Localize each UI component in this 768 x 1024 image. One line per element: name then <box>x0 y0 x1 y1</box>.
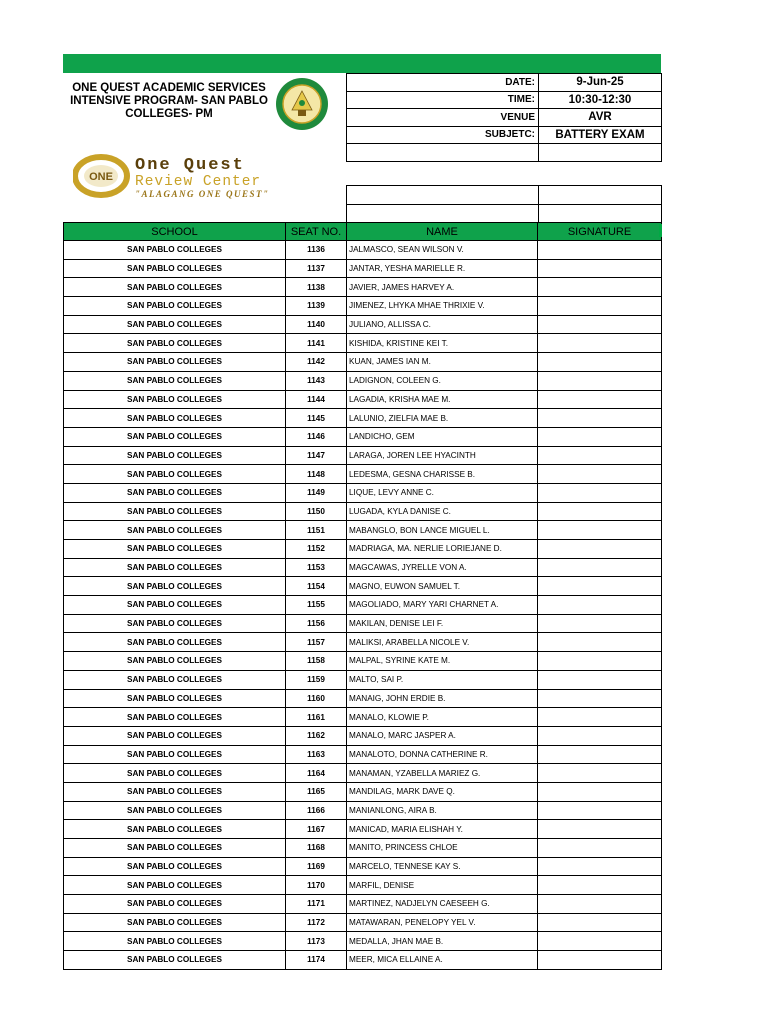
one-quest-logo <box>73 152 323 200</box>
school-cell: SAN PABLO COLLEGES <box>64 353 286 372</box>
seat-no-cell: 1171 <box>286 895 347 914</box>
program-title-line-2: INTENSIVE PROGRAM- SAN PABLO <box>70 95 268 107</box>
column-header-name: NAME <box>347 223 538 241</box>
venue-label: VENUE <box>347 109 539 127</box>
subject-label: SUBJETC: <box>347 126 539 144</box>
signature-cell[interactable] <box>538 278 662 297</box>
seat-no-cell: 1159 <box>286 670 347 689</box>
seat-no-cell: 1158 <box>286 652 347 671</box>
seat-no-cell: 1168 <box>286 839 347 858</box>
school-cell: SAN PABLO COLLEGES <box>64 259 286 278</box>
school-cell: SAN PABLO COLLEGES <box>64 764 286 783</box>
seat-no-cell: 1156 <box>286 614 347 633</box>
school-cell: SAN PABLO COLLEGES <box>64 278 286 297</box>
column-header-signature: SIGNATURE <box>538 223 662 241</box>
name-cell: MARTINEZ, NADJELYN CAESEEH G. <box>347 895 538 914</box>
name-cell: MANALO, MARC JASPER A. <box>347 726 538 745</box>
seat-no-cell: 1145 <box>286 409 347 428</box>
school-cell: SAN PABLO COLLEGES <box>64 876 286 895</box>
seat-no-cell: 1144 <box>286 390 347 409</box>
table-row <box>64 913 662 932</box>
school-cell: SAN PABLO COLLEGES <box>64 334 286 353</box>
signature-cell[interactable] <box>538 241 662 260</box>
name-cell: MALTO, SAI P. <box>347 670 538 689</box>
table-row <box>64 483 662 502</box>
name-cell: MATAWARAN, PENELOPY YEL V. <box>347 913 538 932</box>
school-cell: SAN PABLO COLLEGES <box>64 241 286 260</box>
school-cell: SAN PABLO COLLEGES <box>64 913 286 932</box>
table-row <box>64 540 662 559</box>
table-row <box>64 297 662 316</box>
seat-no-cell: 1146 <box>286 427 347 446</box>
signature-cell[interactable] <box>538 782 662 801</box>
header-green-bar <box>63 54 661 73</box>
table-row <box>64 502 662 521</box>
name-cell: LAGADIA, KRISHA MAE M. <box>347 390 538 409</box>
attendance-table <box>63 222 662 970</box>
school-cell: SAN PABLO COLLEGES <box>64 558 286 577</box>
signature-cell[interactable] <box>538 353 662 372</box>
seat-no-cell: 1143 <box>286 371 347 390</box>
signature-cell[interactable] <box>538 951 662 970</box>
school-cell: SAN PABLO COLLEGES <box>64 633 286 652</box>
signature-cell[interactable] <box>538 483 662 502</box>
name-cell: MANITO, PRINCESS CHLOE <box>347 839 538 858</box>
table-row <box>64 390 662 409</box>
school-cell: SAN PABLO COLLEGES <box>64 614 286 633</box>
table-row <box>64 558 662 577</box>
table-row <box>64 689 662 708</box>
seat-no-cell: 1148 <box>286 465 347 484</box>
svg-text:One Quest: One Quest <box>135 156 245 175</box>
signature-cell[interactable] <box>538 371 662 390</box>
info-row-venue <box>347 109 662 127</box>
signature-cell[interactable] <box>538 596 662 615</box>
name-cell: KUAN, JAMES IAN M. <box>347 353 538 372</box>
blank-cell <box>347 205 539 224</box>
signature-cell[interactable] <box>538 259 662 278</box>
table-row <box>64 241 662 260</box>
school-cell: SAN PABLO COLLEGES <box>64 820 286 839</box>
seat-no-cell: 1162 <box>286 726 347 745</box>
table-row <box>64 839 662 858</box>
seat-no-cell: 1160 <box>286 689 347 708</box>
school-cell: SAN PABLO COLLEGES <box>64 745 286 764</box>
school-cell: SAN PABLO COLLEGES <box>64 652 286 671</box>
signature-cell[interactable] <box>538 390 662 409</box>
subject-value: BATTERY EXAM <box>539 126 662 144</box>
school-cell: SAN PABLO COLLEGES <box>64 932 286 951</box>
seat-no-cell: 1157 <box>286 633 347 652</box>
time-value: 10:30-12:30 <box>539 91 662 109</box>
signature-cell[interactable] <box>538 708 662 727</box>
seat-no-cell: 1149 <box>286 483 347 502</box>
name-cell: LANDICHO, GEM <box>347 427 538 446</box>
name-cell: LADIGNON, COLEEN G. <box>347 371 538 390</box>
svg-text:ONE: ONE <box>89 171 113 183</box>
name-cell: MEER, MICA ELLAINE A. <box>347 951 538 970</box>
blank-value <box>539 144 662 162</box>
name-cell: MARCELO, TENNESE KAY S. <box>347 857 538 876</box>
seat-no-cell: 1152 <box>286 540 347 559</box>
name-cell: MEDALLA, JHAN MAE B. <box>347 932 538 951</box>
signature-cell[interactable] <box>538 465 662 484</box>
table-row <box>64 353 662 372</box>
signature-cell[interactable] <box>538 297 662 316</box>
school-cell: SAN PABLO COLLEGES <box>64 689 286 708</box>
table-row <box>64 259 662 278</box>
table-row <box>64 427 662 446</box>
school-cell: SAN PABLO COLLEGES <box>64 951 286 970</box>
name-cell: JAVIER, JAMES HARVEY A. <box>347 278 538 297</box>
info-row-time <box>347 91 662 109</box>
signature-cell[interactable] <box>538 502 662 521</box>
name-cell: LALUNIO, ZIELFIA MAE B. <box>347 409 538 428</box>
seat-no-cell: 1147 <box>286 446 347 465</box>
name-cell: LUGADA, KYLA DANISE C. <box>347 502 538 521</box>
blank-cell <box>347 186 539 205</box>
school-cell: SAN PABLO COLLEGES <box>64 596 286 615</box>
table-row <box>64 614 662 633</box>
seat-no-cell: 1137 <box>286 259 347 278</box>
name-cell: MANALOTO, DONNA CATHERINE R. <box>347 745 538 764</box>
signature-cell[interactable] <box>538 745 662 764</box>
table-row <box>64 409 662 428</box>
info-row-date <box>347 74 662 92</box>
seat-no-cell: 1155 <box>286 596 347 615</box>
signature-cell[interactable] <box>538 839 662 858</box>
table-row <box>64 801 662 820</box>
seat-no-cell: 1138 <box>286 278 347 297</box>
school-cell: SAN PABLO COLLEGES <box>64 483 286 502</box>
name-cell: MAGCAWAS, JYRELLE VON A. <box>347 558 538 577</box>
signature-cell[interactable] <box>538 764 662 783</box>
table-row <box>64 876 662 895</box>
seat-no-cell: 1140 <box>286 315 347 334</box>
signature-cell[interactable] <box>538 726 662 745</box>
svg-text:"ALAGANG ONE QUEST": "ALAGANG ONE QUEST" <box>135 189 270 199</box>
table-row <box>64 951 662 970</box>
school-cell: SAN PABLO COLLEGES <box>64 670 286 689</box>
signature-cell[interactable] <box>538 409 662 428</box>
seat-no-cell: 1173 <box>286 932 347 951</box>
seat-no-cell: 1151 <box>286 521 347 540</box>
info-row-blank <box>347 144 662 162</box>
school-cell: SAN PABLO COLLEGES <box>64 521 286 540</box>
school-cell: SAN PABLO COLLEGES <box>64 708 286 727</box>
name-cell: JALMASCO, SEAN WILSON V. <box>347 241 538 260</box>
table-row <box>64 895 662 914</box>
table-row <box>64 521 662 540</box>
table-row <box>64 745 662 764</box>
name-cell: MAGOLIADO, MARY YARI CHARNET A. <box>347 596 538 615</box>
seat-no-cell: 1163 <box>286 745 347 764</box>
table-row <box>64 465 662 484</box>
seat-no-cell: 1141 <box>286 334 347 353</box>
blank-cell <box>539 186 662 205</box>
signature-cell[interactable] <box>538 820 662 839</box>
seat-no-cell: 1164 <box>286 764 347 783</box>
blank-label <box>347 144 539 162</box>
name-cell: MALPAL, SYRINE KATE M. <box>347 652 538 671</box>
name-cell: LIQUE, LEVY ANNE C. <box>347 483 538 502</box>
name-cell: MABANGLO, BON LANCE MIGUEL L. <box>347 521 538 540</box>
blank-grid <box>346 185 662 224</box>
table-row <box>64 577 662 596</box>
program-title-line-3: COLLEGES- PM <box>125 108 213 120</box>
signature-cell[interactable] <box>538 932 662 951</box>
table-row <box>64 670 662 689</box>
seat-no-cell: 1172 <box>286 913 347 932</box>
table-row <box>64 596 662 615</box>
signature-cell[interactable] <box>538 614 662 633</box>
table-row <box>64 633 662 652</box>
date-label: DATE: <box>347 74 539 92</box>
seat-no-cell: 1169 <box>286 857 347 876</box>
table-row <box>64 652 662 671</box>
seat-no-cell: 1165 <box>286 782 347 801</box>
school-cell: SAN PABLO COLLEGES <box>64 895 286 914</box>
seat-no-cell: 1150 <box>286 502 347 521</box>
signature-cell[interactable] <box>538 446 662 465</box>
name-cell: MANAMAN, YZABELLA MARIEZ G. <box>347 764 538 783</box>
school-cell: SAN PABLO COLLEGES <box>64 857 286 876</box>
signature-cell[interactable] <box>538 577 662 596</box>
seat-no-cell: 1142 <box>286 353 347 372</box>
signature-cell[interactable] <box>538 315 662 334</box>
name-cell: MANDILAG, MARK DAVE Q. <box>347 782 538 801</box>
seat-no-cell: 1136 <box>286 241 347 260</box>
name-cell: JULIANO, ALLISSA C. <box>347 315 538 334</box>
program-title <box>64 82 274 121</box>
column-header-seat: SEAT NO. <box>286 223 347 241</box>
name-cell: MAKILAN, DENISE LEI F. <box>347 614 538 633</box>
school-cell: SAN PABLO COLLEGES <box>64 540 286 559</box>
name-cell: MANIANLONG, AIRA B. <box>347 801 538 820</box>
signature-cell[interactable] <box>538 857 662 876</box>
cell-edge-marker <box>659 224 662 237</box>
name-cell: MARFIL, DENISE <box>347 876 538 895</box>
school-cell: SAN PABLO COLLEGES <box>64 839 286 858</box>
school-cell: SAN PABLO COLLEGES <box>64 801 286 820</box>
table-row <box>64 278 662 297</box>
time-label: TIME: <box>347 91 539 109</box>
signature-cell[interactable] <box>538 558 662 577</box>
table-row <box>64 446 662 465</box>
school-cell: SAN PABLO COLLEGES <box>64 577 286 596</box>
table-row <box>64 764 662 783</box>
signature-cell[interactable] <box>538 427 662 446</box>
program-title-line-1: ONE QUEST ACADEMIC SERVICES <box>72 82 266 94</box>
signature-cell[interactable] <box>538 334 662 353</box>
table-row <box>64 782 662 801</box>
table-row <box>64 315 662 334</box>
school-cell: SAN PABLO COLLEGES <box>64 465 286 484</box>
table-row <box>64 726 662 745</box>
table-row <box>64 820 662 839</box>
school-cell: SAN PABLO COLLEGES <box>64 371 286 390</box>
signature-cell[interactable] <box>538 689 662 708</box>
school-cell: SAN PABLO COLLEGES <box>64 297 286 316</box>
school-cell: SAN PABLO COLLEGES <box>64 315 286 334</box>
signature-cell[interactable] <box>538 895 662 914</box>
signature-cell[interactable] <box>538 670 662 689</box>
signature-cell[interactable] <box>538 876 662 895</box>
table-row <box>64 857 662 876</box>
table-row <box>64 708 662 727</box>
college-seal-icon <box>274 76 330 132</box>
signature-cell[interactable] <box>538 521 662 540</box>
seat-no-cell: 1174 <box>286 951 347 970</box>
school-cell: SAN PABLO COLLEGES <box>64 782 286 801</box>
name-cell: MADRIAGA, MA. NERLIE LORIEJANE D. <box>347 540 538 559</box>
school-cell: SAN PABLO COLLEGES <box>64 502 286 521</box>
name-cell: JANTAR, YESHA MARIELLE R. <box>347 259 538 278</box>
signature-cell[interactable] <box>538 913 662 932</box>
school-cell: SAN PABLO COLLEGES <box>64 427 286 446</box>
school-cell: SAN PABLO COLLEGES <box>64 409 286 428</box>
name-cell: LARAGA, JOREN LEE HYACINTH <box>347 446 538 465</box>
signature-cell[interactable] <box>538 540 662 559</box>
date-value: 9-Jun-25 <box>539 74 662 92</box>
name-cell: MANAIG, JOHN ERDIE B. <box>347 689 538 708</box>
signature-cell[interactable] <box>538 652 662 671</box>
exam-info-table <box>346 73 662 162</box>
signature-cell[interactable] <box>538 633 662 652</box>
name-cell: MALIKSI, ARABELLA NICOLE V. <box>347 633 538 652</box>
column-header-school: SCHOOL <box>64 223 286 241</box>
seat-no-cell: 1154 <box>286 577 347 596</box>
table-row <box>64 371 662 390</box>
seat-no-cell: 1161 <box>286 708 347 727</box>
attendance-header-row <box>64 223 662 241</box>
name-cell: KISHIDA, KRISTINE KEI T. <box>347 334 538 353</box>
venue-value: AVR <box>539 109 662 127</box>
name-cell: MANICAD, MARIA ELISHAH Y. <box>347 820 538 839</box>
name-cell: LEDESMA, GESNA CHARISSE B. <box>347 465 538 484</box>
svg-text:Review Center: Review Center <box>135 174 262 190</box>
seat-no-cell: 1166 <box>286 801 347 820</box>
blank-cell <box>539 205 662 224</box>
seat-no-cell: 1139 <box>286 297 347 316</box>
table-row <box>64 334 662 353</box>
name-cell: MANALO, KLOWIE P. <box>347 708 538 727</box>
table-row <box>64 932 662 951</box>
seat-no-cell: 1167 <box>286 820 347 839</box>
seat-no-cell: 1153 <box>286 558 347 577</box>
school-cell: SAN PABLO COLLEGES <box>64 726 286 745</box>
seat-no-cell: 1170 <box>286 876 347 895</box>
school-cell: SAN PABLO COLLEGES <box>64 446 286 465</box>
name-cell: MAGNO, EUWON SAMUEL T. <box>347 577 538 596</box>
signature-cell[interactable] <box>538 801 662 820</box>
info-row-subject <box>347 126 662 144</box>
school-cell: SAN PABLO COLLEGES <box>64 390 286 409</box>
name-cell: JIMENEZ, LHYKA MHAE THRIXIE V. <box>347 297 538 316</box>
